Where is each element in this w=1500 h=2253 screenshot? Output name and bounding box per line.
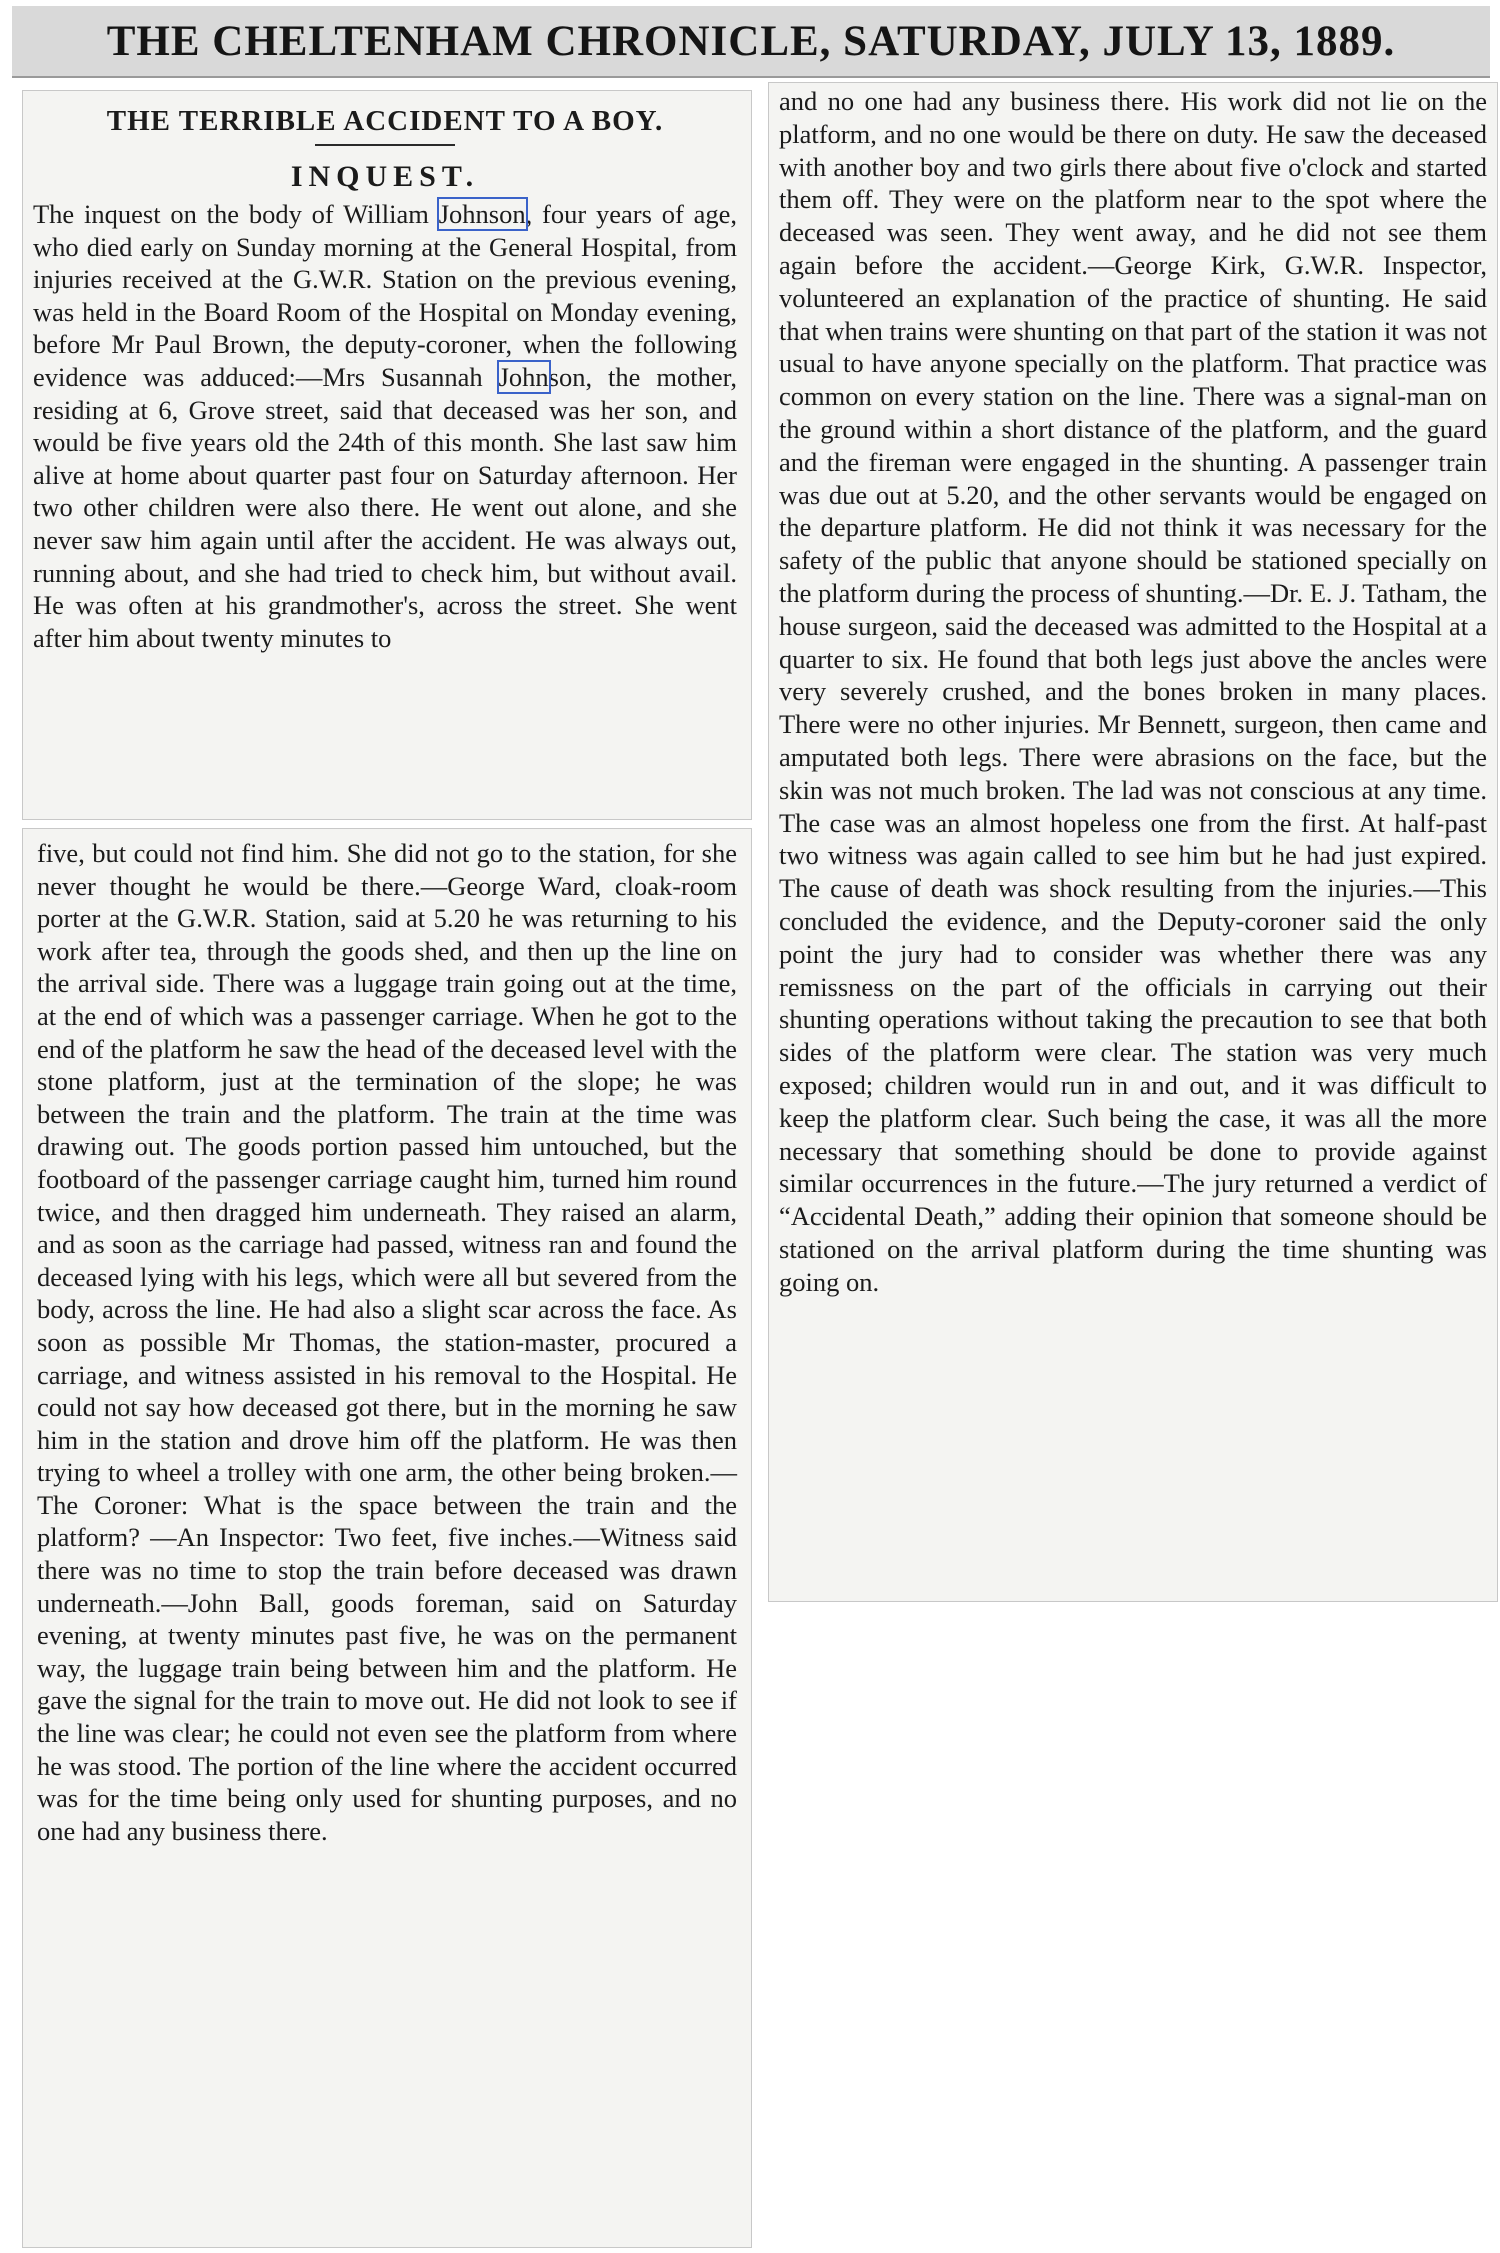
search-highlight-johnson: Johnson <box>438 199 526 229</box>
text-segment: The inquest on the body of William <box>33 199 439 229</box>
article-column-2: and no one had any business there. His work did not lie on the platform, and no one would be there on duty. He saw the deceased with another boy and two girls there about five o'clock and started them off. They were on the platform near to the spot where the deceased was seen. They went away, and he did not see them again before the accident.—George Kirk, G.W.R. Inspector, volunteered an explanation of the practice of shunting. He said that when trains were shunting on that part of the station it was not usual to have anyone specially on the platform. That practice was common on every station on the line. There was a signal-man on the ground within a short distance of the platform, and the guard and the fireman were engaged in the shunting. A passenger train was due out at 5.20, and the other servants would be engaged on the departure platform. He did not think it was necessary for the safety of the public that anyone should be stationed specially on the platform during the process of shunting.—Dr. E. J. Tatham, the house surgeon, said the deceased was admitted to the Hospital at a quarter to six. He found that both legs just above the ancles were very severely crushed, and the bones broken in many places. There were no other injuries. Mr Bennett, surgeon, then came and amputated both legs. There were abrasions on the face, but the skin was not much broken. The lad was not conscious at any time. The case was an almost hopeless one from the first. At half-past two witness was again called to see him but he had just expired. The cause of death was shock resulting from the injuries.—This concluded the evidence, and the Deputy-coroner said the only point the jury had to consider was whether there was any remissness on the part of the officials in carrying out their shunting operations without taking the precaution to see that both sides of the platform were clear. The station was very much exposed; children would run in and out, and it was difficult to keep the platform clear. Such being the case, it was all the more necessary that something should be done to provide against similar occurrences in the future.—The jury returned a verdict of “Accidental Death,” adding their opinion that someone should be stationed on the arrival platform during the time shunting was going on. <box>779 86 1487 1297</box>
article-column-1-continued: five, but could not find him. She did not go to the station, for she never thought he would be there.—George Ward, cloak-room porter at the G.W.R. Station, said at 5.20 he was returning to his work after tea, through the goods shed, and then up the line on the arrival side. There was a luggage train going out at the time, at the end of which was a passenger carriage. When he got to the end of the platform he saw the head of the deceased level with the stone platform, just at the termination of the slope; he was between the train and the platform. The train at the time was drawing out. The goods portion passed him untouched, but the footboard of the passenger carriage caught him, turned him round twice, and then dragged him underneath. They raised an alarm, and as soon as the carriage had passed, witness ran and found the deceased lying with his legs, which were all but severed from the body, across the line. He had also a slight scar across the face. As soon as possible Mr Thomas, the station-master, procured a carriage, and witness assisted in his removal to the Hospital. He could not say how deceased got there, but in the morning he saw him in the station and drove him off the platform. He was then trying to wheel a trolley with one arm, the other being broken.—The Coroner: What is the space between the train and the platform? —An Inspector: Two feet, five inches.—Witness said there was no time to stop the train before deceased was drawn underneath.—John Ball, goods foreman, said on Saturday evening, at twenty minutes past five, he was on the permanent way, the luggage train being between him and the platform. He gave the signal for the train to move out. He did not look to see if the line was clear; he could not even see the platform from where he was stood. The portion of the line where the accident occurred was for the time being only used for shunting purposes, and no one had any business there. <box>37 838 737 1846</box>
article-clipping-top-left <box>22 90 752 820</box>
masthead-title: THE CHELTENHAM CHRONICLE, SATURDAY, JULY 13, 1889. <box>106 17 1396 65</box>
search-highlight-john: John <box>498 361 549 392</box>
text-segment: son, the mother, residing at 6, Grove street, said that deceased was her son, and would be five years old the 24th of this month. She last saw him alive at home about quarter past four on Saturday afternoon. Her two other children were also there. He went out alone, and she never saw him again until after the accident. He was always out, running about, and she had tried to check him, but without avail. He was often at his grandmother's, across the street. She went after him about twenty minutes to <box>33 361 737 653</box>
headline-divider <box>315 144 455 146</box>
article-subhead: INQUEST. <box>290 160 480 193</box>
article-column-1-top <box>33 198 737 654</box>
article-clipping-right <box>768 82 1498 1602</box>
text-segment: , four years of age, who died early on Sunday morning at the General Hospital, from injuries received at the G.W.R. Station on the previous evening, was held in the Board Room of the Hospital on Monday evening, before Mr Paul Brown, the deputy-coroner, when the following evidence was adduced:—Mrs Susannah <box>33 199 737 392</box>
newspaper-masthead <box>12 6 1490 78</box>
article-headline: THE TERRIBLE ACCIDENT TO A BOY. <box>106 105 664 137</box>
article-clipping-bottom-left <box>22 828 752 2248</box>
